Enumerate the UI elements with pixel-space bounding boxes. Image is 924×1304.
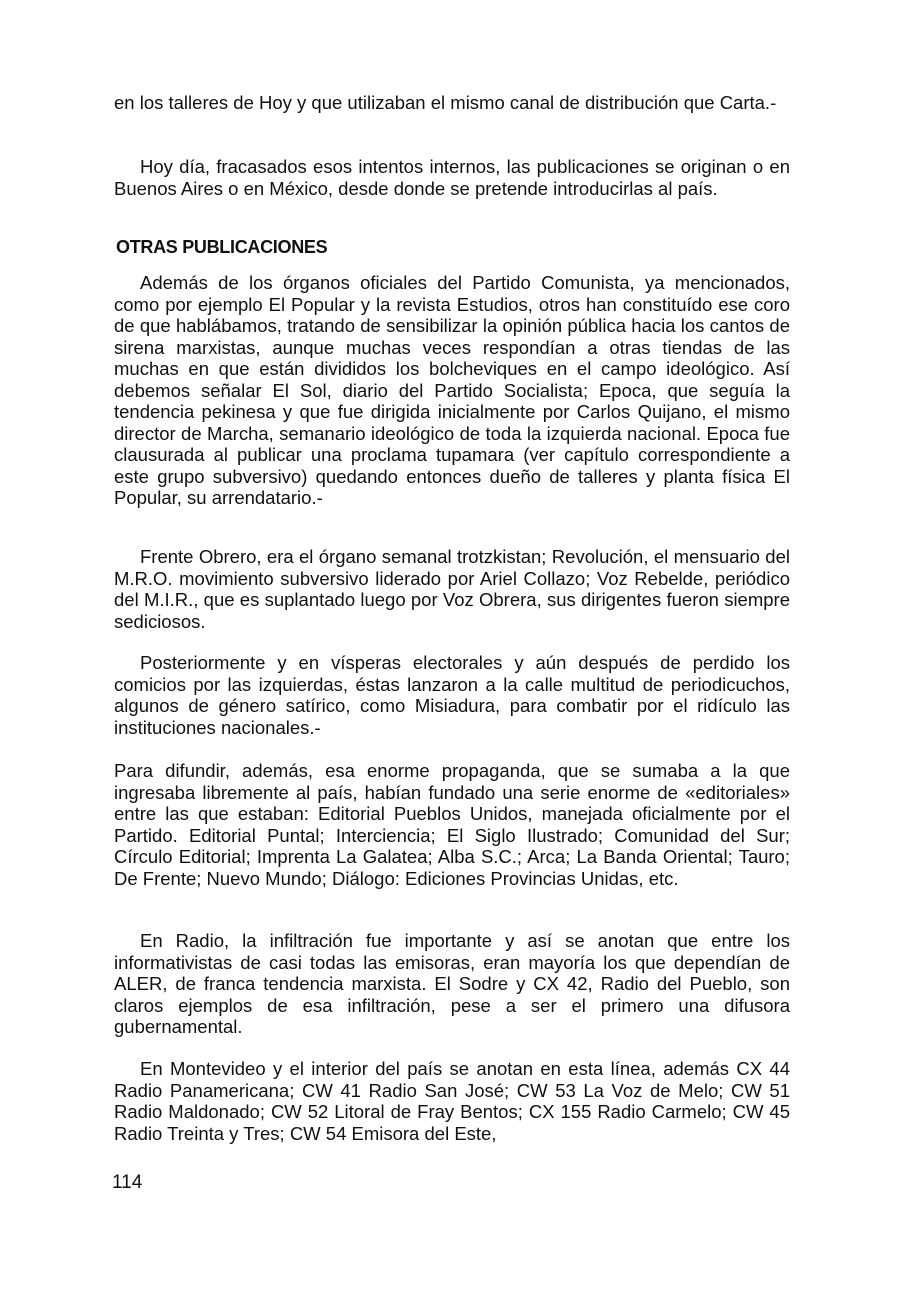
paragraph-carta-continuation: en los talleres de Hoy y que utilizaban el mismo canal de distribución que Carta.- bbox=[114, 92, 777, 113]
paragraph-montevideo-stations: En Montevideo y el interior del país se anotan en esta línea, además CX 44 Radio Panamericana; CW 41 Radio San José; CW 53 La Voz de Melo; CW 51 Radio Maldonado; CW 52 Litoral de Fray Bentos; CX 155 Radio Carmelo; CW 45 Radio Treinta y Tres; CW 54 Emisora del Este, bbox=[114, 1058, 790, 1144]
paragraph-frente-obrero: Frente Obrero, era el órgano semanal trotzkistan; Revolución, el mensuario del M.R.O. movimiento subversivo liderado por Ariel Collazo; Voz Rebelde, periódico del M.I.R., que es suplantado luego por Voz Obrera, sus dirigentes fueron siempre sediciosos. bbox=[114, 546, 790, 632]
paragraph-failed-attempts: Hoy día, fracasados esos intentos internos, las publicaciones se originan o en Buenos Aires o en México, desde donde se pretende introducirlas al país. bbox=[114, 156, 790, 199]
paragraph-other-publications: Además de los órganos oficiales del Partido Comunista, ya mencionados, como por ejemplo El Popular y la revista Estudios, otros han constituído ese coro de que hablábamos, tratando de sensibilizar la opinión pública hacia los cantos de sirena marxistas, aunque muchas veces respondían a otras tiendas de las muchas en que están divididos los bolcheviques en el campo ideológico. Así debemos señalar El Sol, diario del Partido Socialista; Epoca, que seguía la tendencia pekinesa y que fue dirigida inicialmente por Carlos Quijano, el mismo director de Marcha, semanario ideológico de toda la izquierda nacional. Epoca fue clausurada al publicar una proclama tupamara (ver capítulo correspondiente a este grupo subversivo) quedando entonces dueño de talleres y planta física El Popular, su arrendatario.- bbox=[114, 272, 790, 508]
paragraph-posteriormente: Posteriormente y en vísperas electorales y aún después de perdido los comicios por las izquierdas, éstas lanzaron a la calle multitud de periodicuchos, algunos de género satírico, como Misiadura, para combatir por el ridículo las instituciones nacionales.- bbox=[114, 652, 790, 738]
section-heading: OTRAS PUBLICACIONES bbox=[116, 237, 328, 257]
page-number: 114 bbox=[112, 1172, 143, 1193]
paragraph-radio: En Radio, la infiltración fue importante y así se anotan que entre los informativistas de casi todas las emisoras, eran mayoría los que dependían de ALER, de franca tendencia marxista. El Sodre y CX 42, Radio del Pueblo, son claros ejemplos de esa infiltración, pese a ser el primero una difusora gubernamental. bbox=[114, 930, 790, 1037]
paragraph-editoriales: Para difundir, además, esa enorme propaganda, que se sumaba a la que ingresaba libremente al país, habían fundado una serie enorme de «editoriales» entre las que estaban: Editorial Pueblos Unidos, manejada oficialmente por el Partido. Editorial Puntal; Interciencia; El Siglo Ilustrado; Comunidad del Sur; Círculo Editorial; Imprenta La Galatea; Alba S.C.; Arca; La Banda Oriental; Tauro; De Frente; Nuevo Mundo; Diálogo: Ediciones Provincias Unidas, etc. bbox=[114, 760, 790, 889]
